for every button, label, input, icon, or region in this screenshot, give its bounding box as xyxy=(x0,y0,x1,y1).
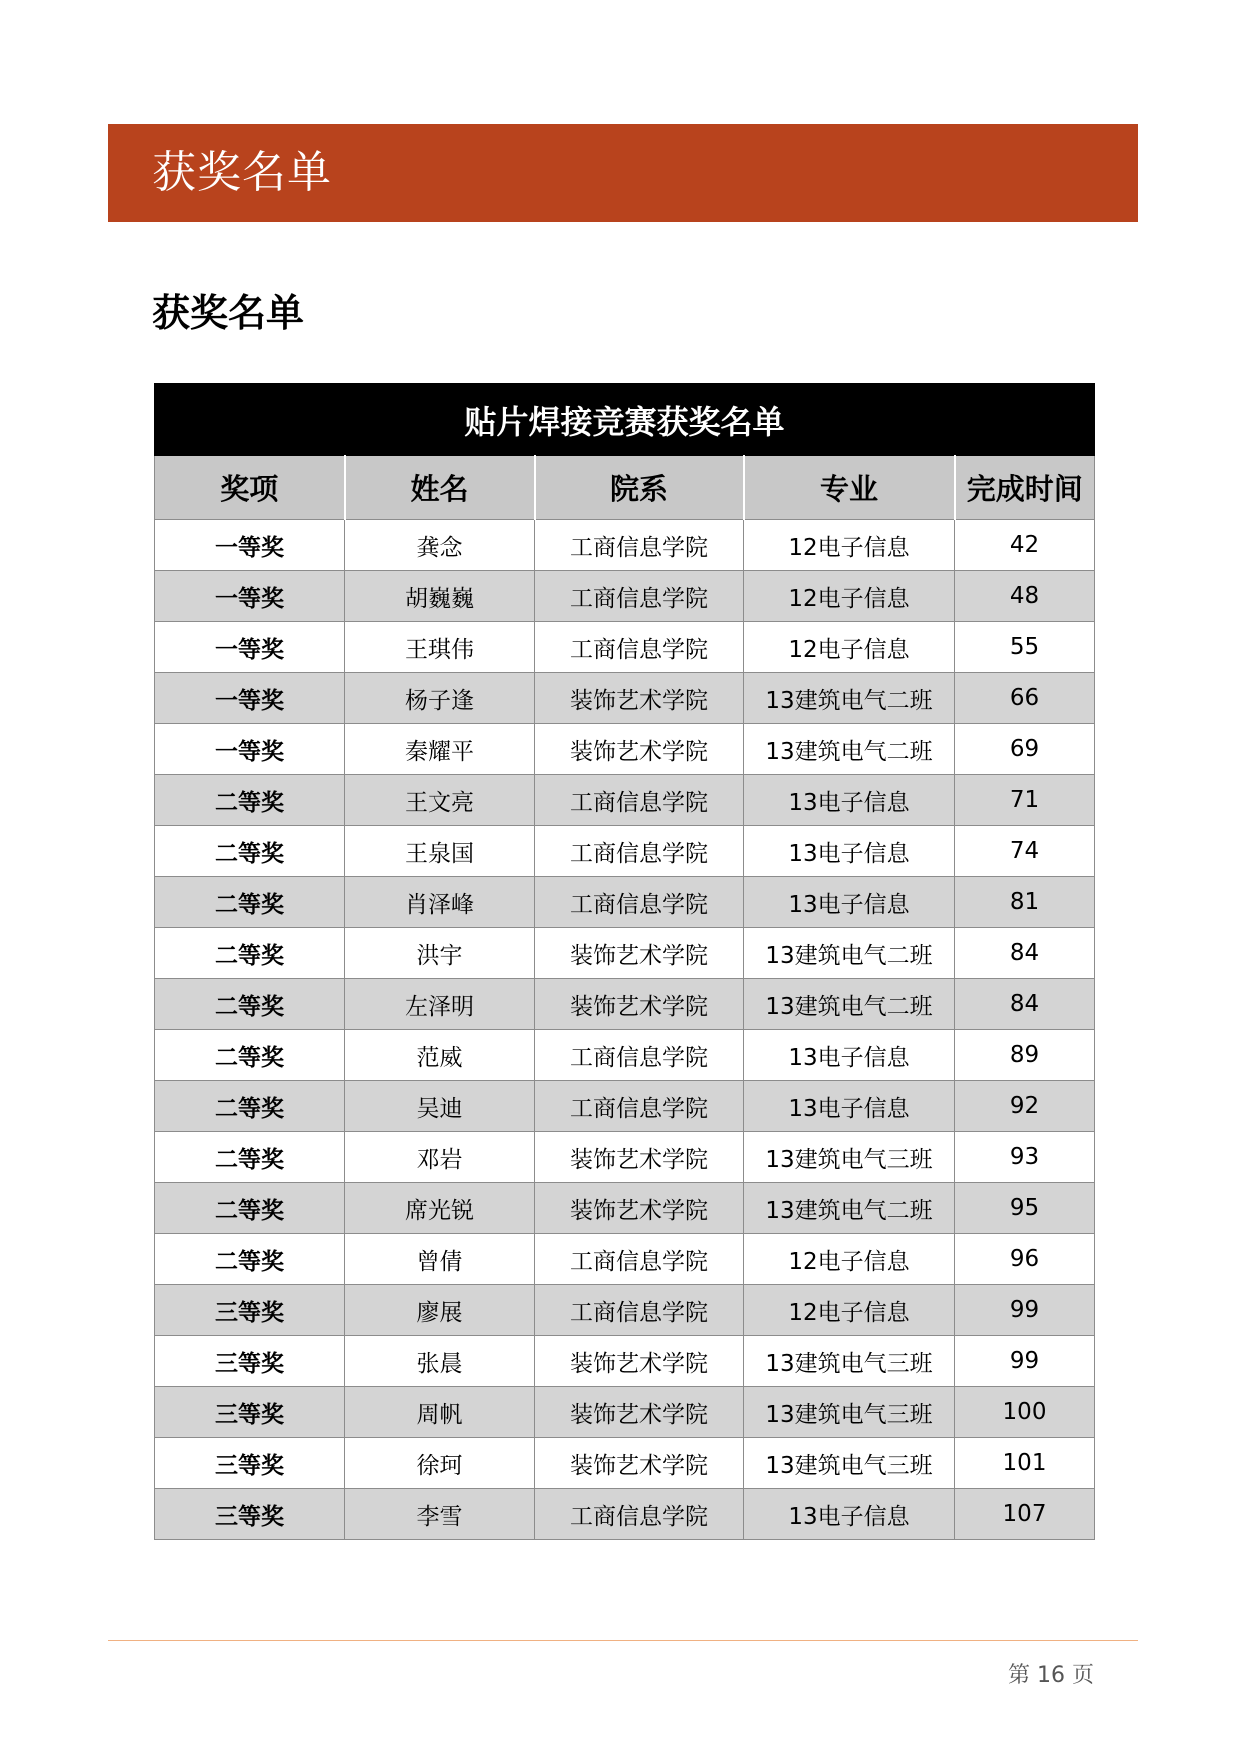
table-title: 贴片焊接竞赛获奖名单 xyxy=(155,384,1095,456)
cell-prize: 三等奖 xyxy=(155,1336,345,1387)
table-row xyxy=(155,928,1095,979)
table-row xyxy=(155,724,1095,775)
chapter-title: 获奖名单 xyxy=(152,147,332,198)
cell-major: 13建筑电气二班 xyxy=(744,928,955,979)
cell-time: 99 xyxy=(955,1336,1095,1387)
cell-prize: 三等奖 xyxy=(155,1438,345,1489)
cell-name: 杨子逢 xyxy=(345,673,535,724)
cell-time: 107 xyxy=(955,1489,1095,1540)
cell-prize: 一等奖 xyxy=(155,520,345,571)
cell-time: 96 xyxy=(955,1234,1095,1285)
cell-college: 装饰艺术学院 xyxy=(535,1387,744,1438)
cell-time: 84 xyxy=(955,979,1095,1030)
cell-name: 邓岩 xyxy=(345,1132,535,1183)
cell-college: 装饰艺术学院 xyxy=(535,673,744,724)
cell-prize: 二等奖 xyxy=(155,1234,345,1285)
cell-name: 洪宇 xyxy=(345,928,535,979)
cell-prize: 三等奖 xyxy=(155,1489,345,1540)
chapter-banner xyxy=(108,124,1138,222)
cell-college: 工商信息学院 xyxy=(535,1081,744,1132)
cell-time: 42 xyxy=(955,520,1095,571)
cell-college: 工商信息学院 xyxy=(535,1285,744,1336)
cell-college: 工商信息学院 xyxy=(535,1030,744,1081)
cell-name: 王文亮 xyxy=(345,775,535,826)
cell-college: 装饰艺术学院 xyxy=(535,1336,744,1387)
cell-name: 龚念 xyxy=(345,520,535,571)
table-row xyxy=(155,673,1095,724)
cell-time: 100 xyxy=(955,1387,1095,1438)
cell-time: 69 xyxy=(955,724,1095,775)
cell-prize: 二等奖 xyxy=(155,979,345,1030)
cell-major: 13建筑电气二班 xyxy=(744,1183,955,1234)
table-row xyxy=(155,979,1095,1030)
cell-prize: 三等奖 xyxy=(155,1387,345,1438)
cell-time: 95 xyxy=(955,1183,1095,1234)
cell-college: 工商信息学院 xyxy=(535,622,744,673)
cell-college: 装饰艺术学院 xyxy=(535,1438,744,1489)
table-row xyxy=(155,571,1095,622)
cell-name: 张晨 xyxy=(345,1336,535,1387)
cell-major: 13电子信息 xyxy=(744,1030,955,1081)
cell-major: 13建筑电气三班 xyxy=(744,1336,955,1387)
cell-name: 周帆 xyxy=(345,1387,535,1438)
table-title-row xyxy=(155,384,1095,456)
cell-name: 胡巍巍 xyxy=(345,571,535,622)
cell-prize: 二等奖 xyxy=(155,928,345,979)
table-row xyxy=(155,1438,1095,1489)
table-row xyxy=(155,1081,1095,1132)
table-row xyxy=(155,1285,1095,1336)
cell-prize: 三等奖 xyxy=(155,1285,345,1336)
cell-major: 12电子信息 xyxy=(744,1285,955,1336)
cell-time: 101 xyxy=(955,1438,1095,1489)
cell-major: 13建筑电气二班 xyxy=(744,979,955,1030)
cell-major: 13电子信息 xyxy=(744,775,955,826)
cell-college: 工商信息学院 xyxy=(535,571,744,622)
table-row xyxy=(155,1030,1095,1081)
table-row xyxy=(155,775,1095,826)
cell-college: 装饰艺术学院 xyxy=(535,724,744,775)
cell-prize: 一等奖 xyxy=(155,724,345,775)
cell-prize: 二等奖 xyxy=(155,775,345,826)
cell-prize: 一等奖 xyxy=(155,673,345,724)
table-row xyxy=(155,877,1095,928)
table-row xyxy=(155,1336,1095,1387)
cell-time: 99 xyxy=(955,1285,1095,1336)
cell-time: 92 xyxy=(955,1081,1095,1132)
table-row xyxy=(155,1132,1095,1183)
cell-prize: 二等奖 xyxy=(155,1183,345,1234)
cell-major: 13电子信息 xyxy=(744,1081,955,1132)
cell-major: 13建筑电气二班 xyxy=(744,724,955,775)
table-header-row xyxy=(155,456,1095,520)
cell-prize: 二等奖 xyxy=(155,826,345,877)
cell-college: 工商信息学院 xyxy=(535,775,744,826)
cell-prize: 二等奖 xyxy=(155,1030,345,1081)
cell-prize: 二等奖 xyxy=(155,1132,345,1183)
cell-time: 84 xyxy=(955,928,1095,979)
table-row xyxy=(155,1387,1095,1438)
cell-major: 13电子信息 xyxy=(744,826,955,877)
table-row xyxy=(155,826,1095,877)
cell-name: 王琪伟 xyxy=(345,622,535,673)
header-name: 姓名 xyxy=(345,456,535,520)
header-major: 专业 xyxy=(744,456,955,520)
cell-time: 48 xyxy=(955,571,1095,622)
cell-time: 93 xyxy=(955,1132,1095,1183)
cell-major: 13建筑电气三班 xyxy=(744,1438,955,1489)
cell-name: 秦耀平 xyxy=(345,724,535,775)
cell-time: 55 xyxy=(955,622,1095,673)
cell-major: 13电子信息 xyxy=(744,1489,955,1540)
cell-major: 12电子信息 xyxy=(744,1234,955,1285)
cell-major: 13建筑电气三班 xyxy=(744,1132,955,1183)
table-row xyxy=(155,1489,1095,1540)
cell-time: 66 xyxy=(955,673,1095,724)
cell-name: 席光锐 xyxy=(345,1183,535,1234)
table-row xyxy=(155,622,1095,673)
cell-name: 肖泽峰 xyxy=(345,877,535,928)
cell-college: 工商信息学院 xyxy=(535,1234,744,1285)
page-number: 第 16 页 xyxy=(1008,1663,1094,1688)
cell-major: 13建筑电气三班 xyxy=(744,1387,955,1438)
table-body xyxy=(155,520,1095,1540)
table-row xyxy=(155,1183,1095,1234)
header-time: 完成时间 xyxy=(955,456,1095,520)
cell-major: 12电子信息 xyxy=(744,571,955,622)
cell-major: 12电子信息 xyxy=(744,622,955,673)
cell-college: 工商信息学院 xyxy=(535,520,744,571)
cell-prize: 二等奖 xyxy=(155,1081,345,1132)
cell-name: 左泽明 xyxy=(345,979,535,1030)
cell-name: 王泉国 xyxy=(345,826,535,877)
cell-college: 工商信息学院 xyxy=(535,826,744,877)
cell-name: 吴迪 xyxy=(345,1081,535,1132)
cell-name: 廖展 xyxy=(345,1285,535,1336)
cell-major: 13建筑电气二班 xyxy=(744,673,955,724)
awards-table xyxy=(154,383,1095,1540)
cell-time: 81 xyxy=(955,877,1095,928)
cell-college: 装饰艺术学院 xyxy=(535,1132,744,1183)
table-row xyxy=(155,520,1095,571)
cell-prize: 二等奖 xyxy=(155,877,345,928)
section-heading: 获奖名单 xyxy=(152,291,305,335)
cell-time: 74 xyxy=(955,826,1095,877)
cell-college: 装饰艺术学院 xyxy=(535,928,744,979)
cell-college: 装饰艺术学院 xyxy=(535,979,744,1030)
cell-prize: 一等奖 xyxy=(155,622,345,673)
header-prize: 奖项 xyxy=(155,456,345,520)
cell-major: 13电子信息 xyxy=(744,877,955,928)
cell-college: 工商信息学院 xyxy=(535,877,744,928)
cell-name: 范威 xyxy=(345,1030,535,1081)
footer-divider xyxy=(108,1640,1138,1641)
cell-college: 装饰艺术学院 xyxy=(535,1183,744,1234)
header-college: 院系 xyxy=(535,456,744,520)
cell-college: 工商信息学院 xyxy=(535,1489,744,1540)
cell-prize: 一等奖 xyxy=(155,571,345,622)
cell-time: 89 xyxy=(955,1030,1095,1081)
cell-major: 12电子信息 xyxy=(744,520,955,571)
cell-time: 71 xyxy=(955,775,1095,826)
cell-name: 李雪 xyxy=(345,1489,535,1540)
cell-name: 曾倩 xyxy=(345,1234,535,1285)
table-row xyxy=(155,1234,1095,1285)
cell-name: 徐珂 xyxy=(345,1438,535,1489)
